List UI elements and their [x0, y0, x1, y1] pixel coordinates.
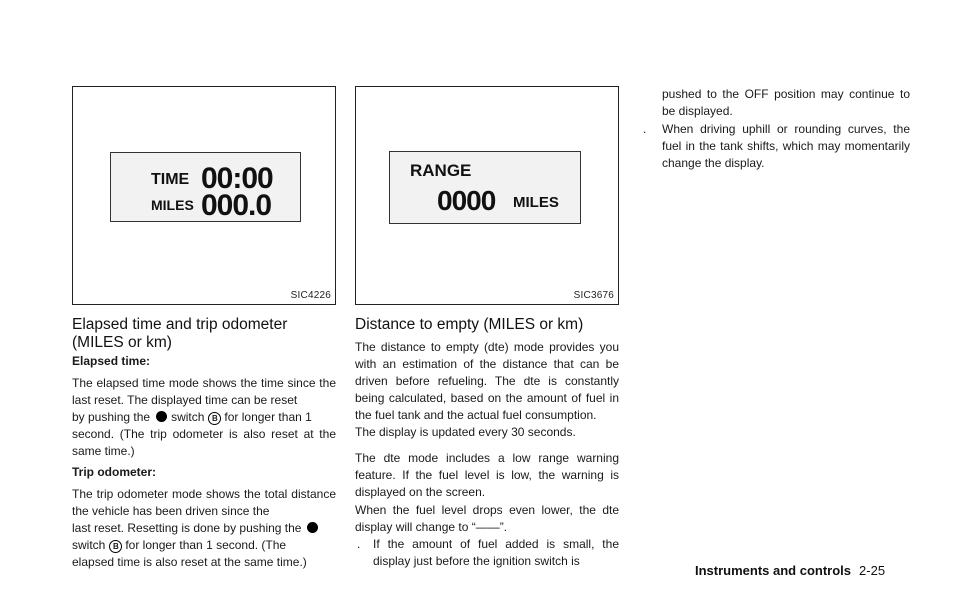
- paragraph: When the fuel level drops even lower, the dte display will change to “——”.: [355, 503, 619, 534]
- lcd-display-time-miles: [110, 152, 301, 222]
- paragraph: second. (The trip odometer is also reset at the same time.): [72, 427, 336, 458]
- paragraph-continuation: pushed to the OFF position may continue to be displayed.: [662, 87, 910, 118]
- paragraph: The dte mode includes a low range warning feature. If the fuel level is low, the warning is displayed on the screen.: [355, 451, 619, 499]
- text-fragment: by pushing the: [72, 410, 151, 424]
- lcd-display-range: [389, 151, 581, 224]
- circled-b-icon: B: [109, 540, 122, 553]
- lcd-time-label: TIME: [151, 171, 190, 188]
- figure-elapsed-time-display: [72, 86, 336, 305]
- lcd-range-unit: MILES: [513, 194, 559, 211]
- filled-circle-button-icon: [307, 522, 318, 533]
- paragraph: elapsed time is also reset at the same time.): [72, 555, 307, 569]
- lcd-range-label: RANGE: [410, 161, 472, 180]
- bullet-item: [357, 536, 619, 570]
- footer-section-name: Instruments and controls: [695, 563, 852, 578]
- paragraph: The elapsed time mode shows the time since the last reset. The displayed time can be reset: [72, 376, 336, 407]
- figure-code: SIC4226: [290, 290, 331, 301]
- paragraph-with-icon: [72, 520, 336, 537]
- page-footer: [695, 563, 885, 578]
- bullet-dot: .: [643, 122, 647, 136]
- paragraph: The trip odometer mode shows the total distance the vehicle has been driven since the: [72, 487, 336, 518]
- page-number: 2-25: [859, 563, 886, 578]
- lcd-miles-value: 000.0: [201, 189, 272, 222]
- paragraph-with-icons: [72, 409, 336, 426]
- circled-b-icon: B: [208, 412, 221, 425]
- figure-code: SIC3676: [573, 290, 614, 301]
- paragraph: The distance to empty (dte) mode provides you with an estimation of the distance that can be driven before refueling. The dte is constantly being calculated, based on the amount of fuel in the fuel tank and the actual fuel consumption.: [355, 340, 619, 422]
- subheading-elapsed-time: Elapsed time:: [72, 354, 151, 368]
- text-fragment: last reset. Resetting is done by pushing the: [72, 521, 302, 535]
- paragraph: The display is updated every 30 seconds.: [355, 425, 576, 439]
- text-fragment: for longer than 1 second. (The: [125, 538, 287, 552]
- figure-range-display: [355, 86, 619, 305]
- bullet-text: When driving uphill or rounding curves, the fuel in the tank shifts, which may momentarily change the display.: [662, 122, 910, 170]
- subheading-trip-odometer: Trip odometer:: [72, 465, 157, 479]
- bullet-dot: .: [357, 537, 361, 551]
- lcd-time-value: 00:00: [201, 162, 273, 195]
- lcd-range-value: 0000: [437, 185, 496, 216]
- text-fragment: for longer than 1: [224, 410, 312, 424]
- bullet-item: [643, 121, 910, 172]
- text-fragment: switch: [72, 538, 106, 552]
- paragraph-with-icon: [72, 537, 336, 554]
- section-title-distance-to-empty: Distance to empty (MILES or km): [355, 316, 584, 333]
- filled-circle-button-icon: [156, 411, 167, 422]
- section-title-elapsed-time: Elapsed time and trip odometer (MILES or km): [72, 316, 288, 351]
- lcd-miles-label: MILES: [151, 197, 194, 213]
- bullet-text: If the amount of fuel added is small, the display just before the ignition switch is: [373, 537, 619, 568]
- text-fragment: switch: [171, 410, 205, 424]
